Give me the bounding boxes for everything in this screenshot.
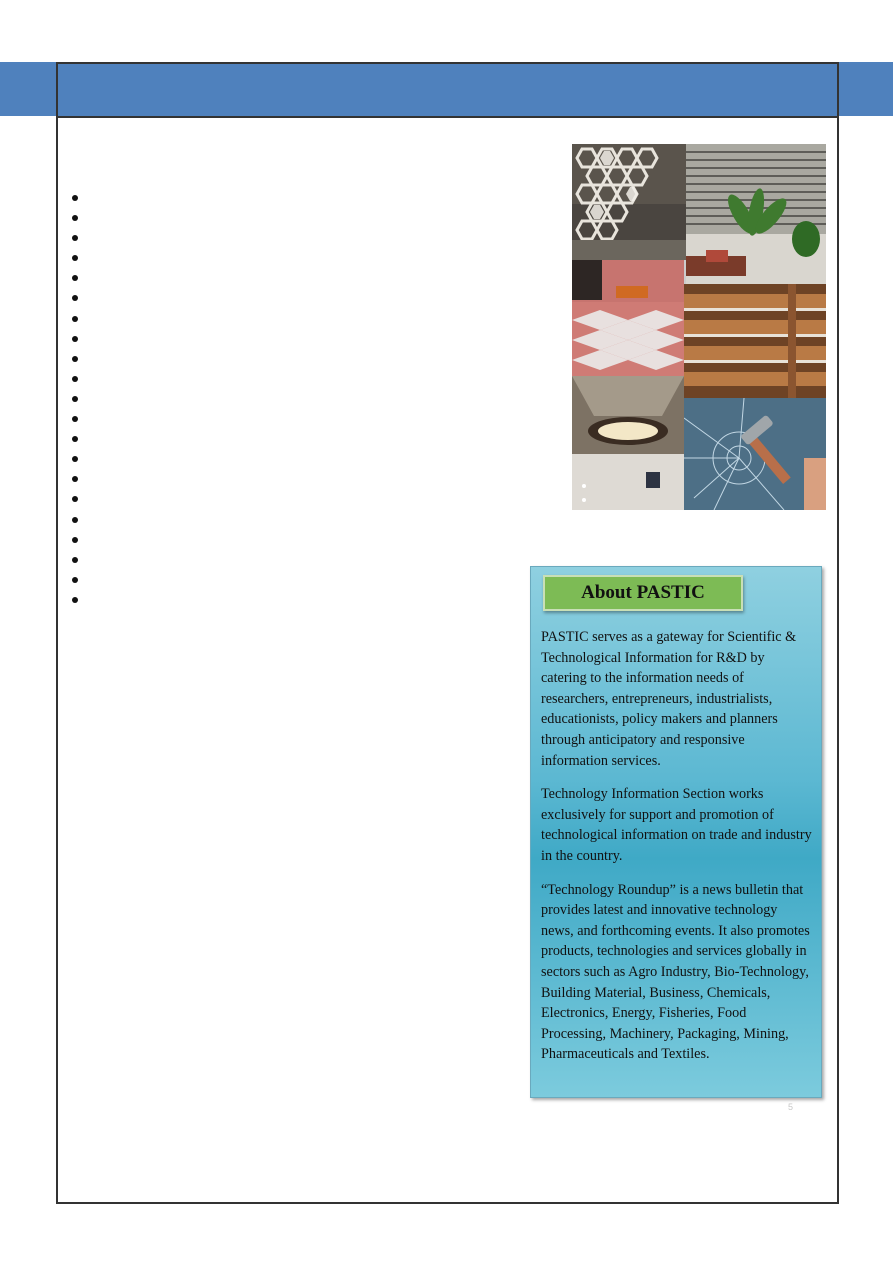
checkered-floor: [572, 260, 684, 376]
bullet-item: [72, 369, 472, 389]
page-header-bar: [58, 64, 837, 118]
hammer-on-safety-glass-image: [684, 398, 826, 510]
about-pastic-box: [530, 566, 822, 1098]
bullet-item: [72, 510, 472, 530]
checkered-floor-tiles-image: [572, 260, 684, 376]
false-ceiling-lighting-image: [572, 376, 684, 510]
hexagon-mirror-wall-image: [572, 144, 686, 260]
about-text: [541, 627, 813, 1078]
bullet-item: [72, 550, 472, 570]
ceiling-scene: [572, 376, 684, 510]
bullet-list: [72, 188, 472, 610]
about-paragraph-1: PASTIC serves as a gateway for Scientific & Technological Information for R&D by catering to the information needs of researchers, entrepreneurs, industrialists, educationists, policy makers and planners through anticipatory and responsive information services.: [541, 629, 797, 769]
bullet-item: [72, 288, 472, 308]
bullet-item: [72, 329, 472, 349]
bullet-item: [72, 530, 472, 550]
materials-photo-collage: [572, 144, 826, 510]
wood-slats: [684, 284, 826, 398]
wooden-shelf-slats-image: [684, 284, 826, 398]
hexagon-pattern: [572, 144, 686, 260]
window-blinds-living-room-image: [686, 144, 826, 284]
bullet-item: [72, 228, 472, 248]
bullet-item: [72, 248, 472, 268]
bullet-item: [72, 570, 472, 590]
page-number: 5: [788, 1102, 794, 1112]
bullet-item: [72, 590, 472, 610]
blinds-scene: [686, 144, 826, 284]
glass-hammer: [684, 398, 826, 510]
bullet-item: [72, 349, 472, 369]
bullet-item: [72, 389, 472, 409]
bullet-item: [72, 429, 472, 449]
bullet-item: [72, 309, 472, 329]
about-heading: About PASTIC: [543, 575, 743, 611]
about-paragraph-2: Technology Information Section works exclusively for support and promotion of technological information on trade and industry in the country.: [541, 786, 812, 864]
bullet-item: [72, 208, 472, 228]
about-paragraph-3: “Technology Roundup” is a news bulletin that provides latest and innovative technology news, and forthcoming events. It also promotes products, technologies and services globally in sectors such as Agro Industry, Bio-Technology, Building Material, Business, Chemicals, Electronics, Energy, Fisheries, Food Processing, Machinery, Packaging, Mining, Pharmaceuticals and Textiles.: [541, 881, 810, 1063]
bullet-item: [72, 188, 472, 208]
bullet-item: [72, 409, 472, 429]
bullet-item: [72, 469, 472, 489]
bullet-item: [72, 268, 472, 288]
bullet-item: [72, 449, 472, 469]
bullet-item: [72, 489, 472, 509]
